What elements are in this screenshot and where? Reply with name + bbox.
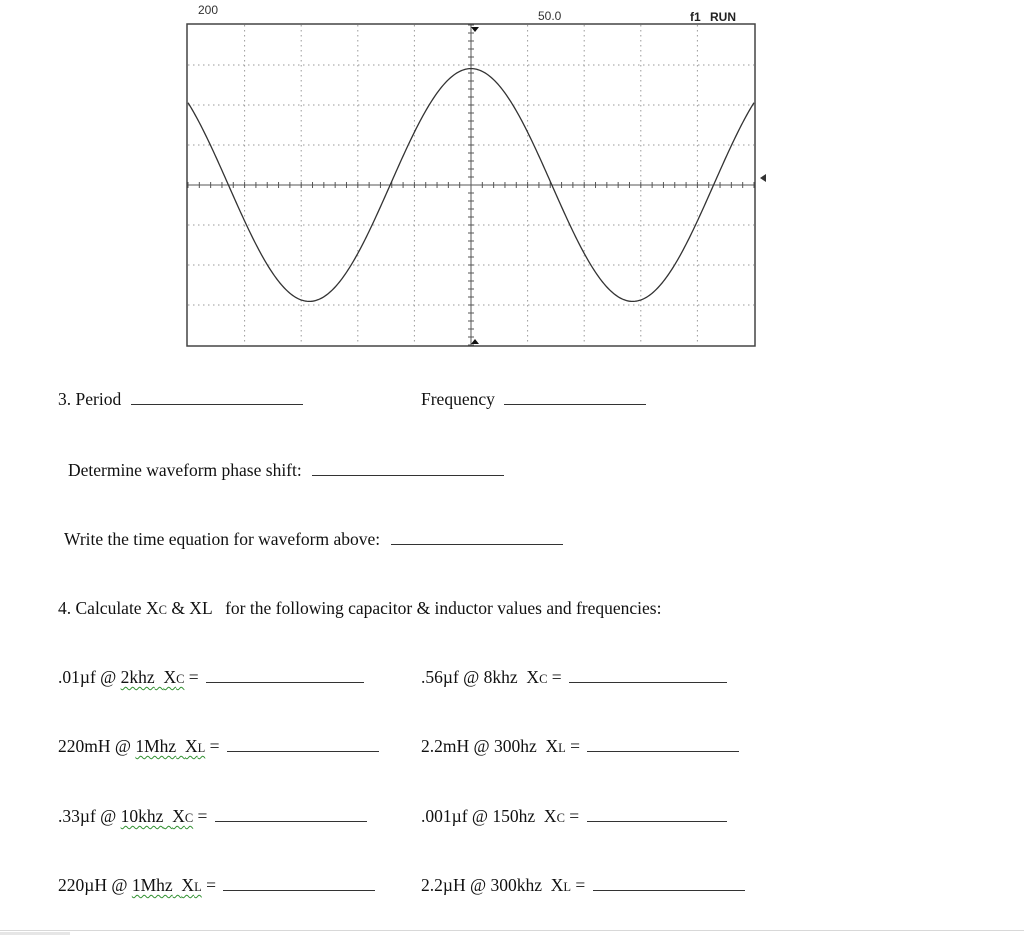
time-equation-label: Write the time equation for waveform above:	[64, 529, 381, 549]
problem-2	[421, 667, 727, 688]
problem-8	[421, 875, 745, 896]
problem-5	[58, 806, 367, 827]
channel-marker-right	[760, 174, 766, 182]
p8-answer-blank[interactable]	[593, 890, 745, 891]
p5-freq	[121, 806, 194, 826]
p5-answer-blank[interactable]	[215, 821, 367, 822]
p8-value: 2.2µH @ 300khz X	[421, 875, 564, 895]
p5-x: X	[172, 806, 185, 826]
time-equation-row	[64, 529, 563, 550]
time-equation-answer-blank[interactable]	[391, 544, 563, 545]
phase-shift-label: Determine waveform phase shift:	[68, 460, 302, 480]
p4-sub: L	[558, 741, 566, 755]
p2-value: .56µf @ 8khz X	[421, 667, 540, 687]
p8-eq: =	[571, 875, 586, 895]
phase-shift-answer-blank[interactable]	[312, 475, 504, 476]
p4-value: 2.2mH @ 300hz X	[421, 736, 559, 756]
p2-eq: =	[547, 667, 562, 687]
trigger-source: f1	[690, 10, 701, 24]
p3-x: X	[184, 736, 198, 756]
q3-frequency-row	[421, 389, 646, 410]
p7-value: 220µH @	[58, 875, 132, 895]
p7-sub: L	[194, 880, 202, 894]
p3-sub: L	[197, 741, 206, 755]
scope-volts-label: 50.0	[538, 9, 562, 23]
p1-value: .01µf @	[58, 667, 121, 687]
phase-shift-row	[68, 460, 504, 481]
p1-sub: C	[176, 672, 185, 686]
p5-value: .33µf @	[58, 806, 121, 826]
q4-heading-amp: & X	[166, 598, 202, 618]
p1-answer-blank[interactable]	[206, 682, 364, 683]
p4-eq: =	[565, 736, 581, 756]
p2-answer-blank[interactable]	[569, 682, 727, 683]
scope-center-axes	[188, 25, 754, 345]
p3-value: 220mH @	[58, 736, 136, 756]
p5-sub: C	[184, 811, 194, 825]
p5-eq: =	[193, 806, 208, 826]
p3-answer-blank[interactable]	[227, 751, 379, 752]
p6-answer-blank[interactable]	[587, 821, 727, 822]
problem-4	[421, 736, 739, 757]
p6-eq: =	[564, 806, 580, 826]
p7-freq	[132, 875, 202, 895]
p6-sub: C	[556, 811, 565, 825]
p1-eq: =	[184, 667, 199, 687]
problem-3	[58, 736, 379, 757]
scope-timebase-label: 200	[198, 3, 219, 17]
period-answer-blank[interactable]	[131, 404, 303, 405]
p5-freq-text: 10khz	[120, 806, 164, 826]
q4-heading-pre: 4. Calculate X	[58, 598, 159, 618]
p3-freq-text: 1Mhz	[135, 736, 177, 756]
p8-sub: L	[563, 880, 572, 894]
p7-freq-text: 1Mhz	[131, 875, 173, 895]
page-bottom-rule	[0, 930, 1024, 931]
q3-period-label: 3. Period	[58, 389, 122, 409]
p7-x: X	[181, 875, 195, 895]
q3-period-row	[58, 389, 303, 410]
p2-sub: C	[539, 672, 548, 686]
p7-answer-blank[interactable]	[223, 890, 375, 891]
q4-heading-rest: for the following capacitor & inductor values and frequencies:	[211, 598, 662, 618]
problem-1	[58, 667, 364, 688]
p4-answer-blank[interactable]	[587, 751, 739, 752]
q3-frequency-label: Frequency	[421, 389, 495, 409]
run-status: RUN	[710, 10, 737, 24]
p3-freq	[135, 736, 205, 756]
q4-heading	[58, 598, 661, 619]
frequency-answer-blank[interactable]	[504, 404, 646, 405]
p1-freq-text: 2khz	[120, 667, 155, 687]
trigger-marker-bottom	[471, 339, 479, 344]
problem-7	[58, 875, 375, 896]
q4-heading-c-sub: C	[158, 603, 167, 617]
oscilloscope-display	[0, 0, 1024, 360]
p1-freq	[121, 667, 185, 687]
p1-x: X	[163, 667, 177, 687]
p7-eq: =	[201, 875, 216, 895]
q4-heading-l-sub: L	[201, 598, 212, 618]
p3-eq: =	[205, 736, 220, 756]
p6-value: .001µf @ 150hz X	[421, 806, 557, 826]
problem-6	[421, 806, 727, 827]
trigger-marker-top	[471, 27, 479, 32]
